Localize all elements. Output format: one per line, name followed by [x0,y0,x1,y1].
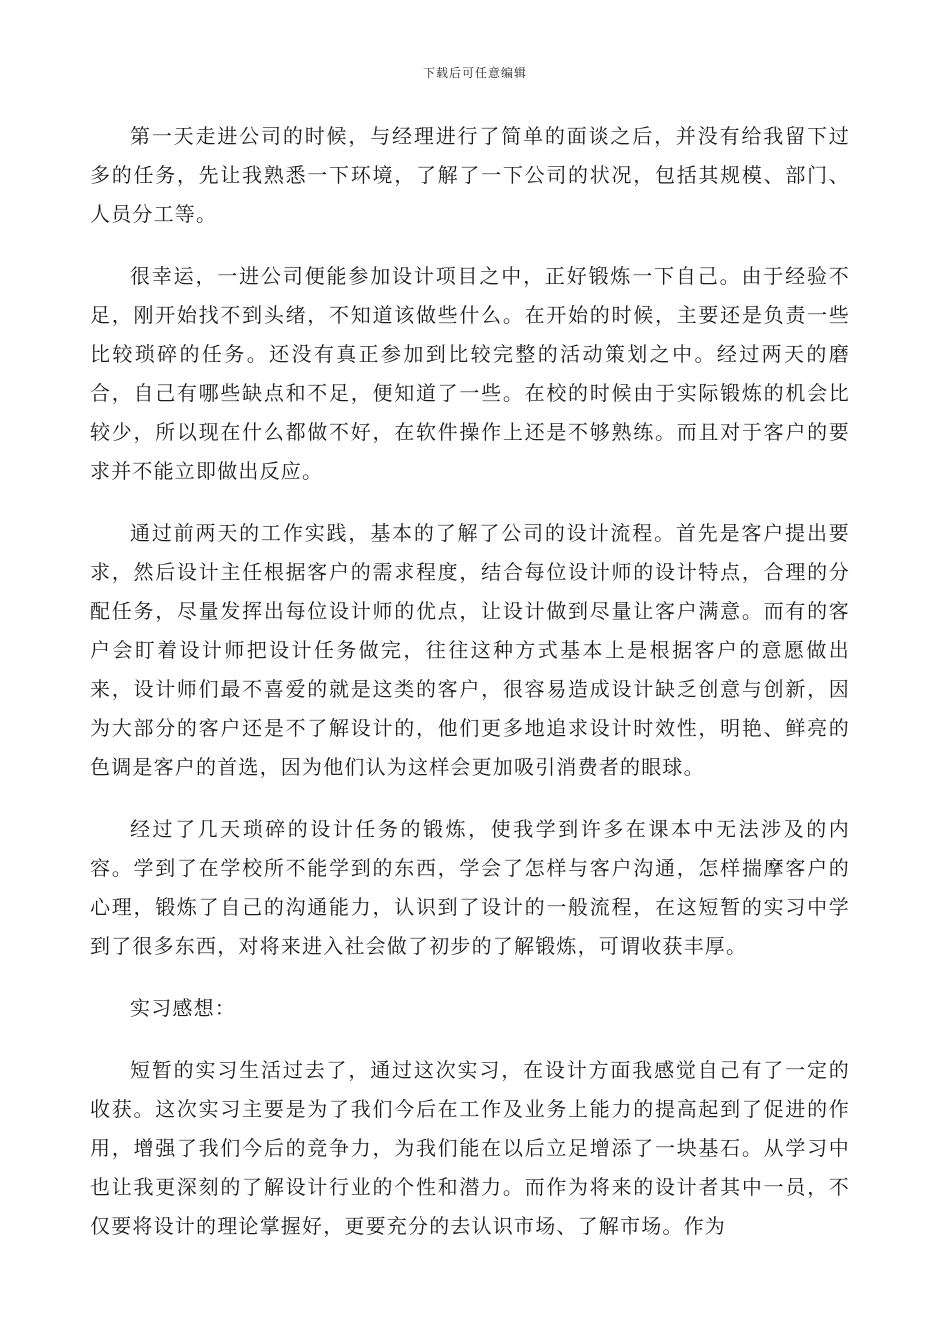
paragraph-1: 第一天走进公司的时候，与经理进行了简单的面谈之后，并没有给我留下过多的任务，先让我熟悉一下环境，了解了一下公司的状况，包括其规模、部门、人员分工等。 [90,124,850,226]
document-body [90,117,850,1269]
paragraph-4: 经过了几天琐碎的设计任务的锻炼，使我学到许多在课本中无法涉及的内容。学到了在学校所不能学到的东西，学会了怎样与客户沟通，怎样揣摩客户的心理，锻炼了自己的沟通能力，认识到了设计的一般流程，在这短暂的实习中学到了很多东西，对将来进入社会做了初步的了解锻炼，可谓收获丰厚。 [90,817,850,958]
paragraph-6: 短暂的实习生活过去了，通过这次实习，在设计方面我感觉自己有了一定的收获。这次实习主要是为了我们今后在工作及业务上能力的提高起到了促进的作用，增强了我们今后的竞争力，为我们能在以后立足增添了一块基石。从学习中也让我更深刻的了解设计行业的个性和潜力。而作为将来的设计者其中一员，不仅要将设计的理论掌握好，更要充分的去认识市场、了解市场。作为 [90,1058,850,1238]
page-header: 下载后可任意编辑 [422,66,527,80]
paragraph-2: 很幸运，一进公司便能参加设计项目之中，正好锻炼一下自己。由于经验不足，刚开始找不到头绪，不知道该做些什么。在开始的时候，主要还是负责一些比较琐碎的任务。还没有真正参加到比较完整的活动策划之中。经过两天的磨合，自己有哪些缺点和不足，便知道了一些。在校的时候由于实际锻炼的机会比较少，所以现在什么都做不好，在软件操作上还是不够熟练。而且对于客户的要求并不能立即做出反应。 [90,264,850,483]
section-heading-internship-reflections: 实习感想： [130,996,236,1020]
paragraph-3: 通过前两天的工作实践，基本的了解了公司的设计流程。首先是客户提出要求，然后设计主任根据客户的需求程度，结合每位设计师的设计特点，合理的分配任务，尽量发挥出每位设计师的优点，让设计做到尽量让客户满意。而有的客户会盯着设计师把设计任务做完，往往这种方式基本上是根据客户的意愿做出来，设计师们最不喜爱的就是这类的客户，很容易造成设计缺乏创意与创新，因为大部分的客户还是不了解设计的，他们更多地追求设计时效性，明艳、鲜亮的色调是客户的首选，因为他们认为这样会更加吸引消费者的眼球。 [90,521,850,779]
